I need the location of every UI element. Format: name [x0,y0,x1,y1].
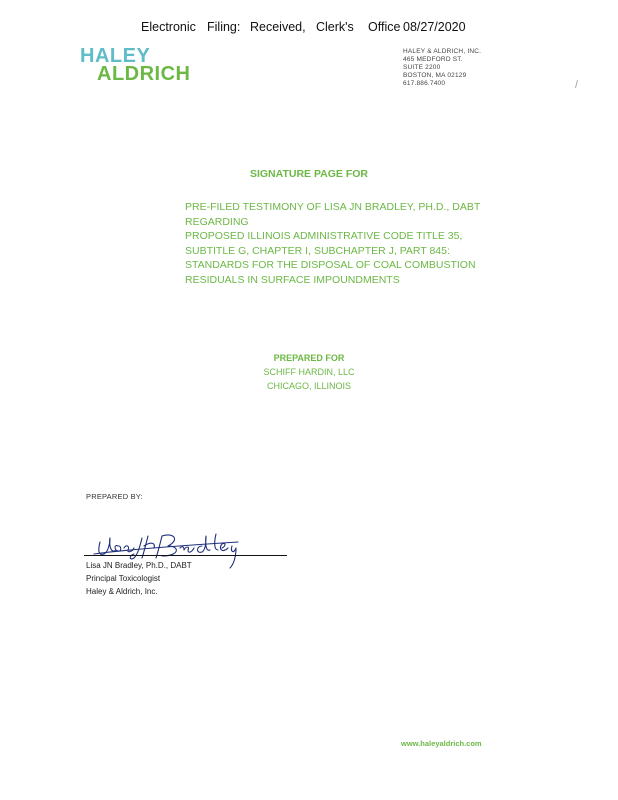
company-logo [80,46,210,86]
client-name: SCHIFF HARDIN, LLC [263,367,355,377]
filing-word-received: Received, [250,20,306,34]
address-line: BOSTON, MA 02129 [403,72,467,79]
filing-word-office: Office [368,20,401,34]
address-line: HALEY & ALDRICH, INC. [403,48,482,55]
signer-name: Lisa JN Bradley, Ph.D., DABT [86,561,192,570]
filing-word-electronic: Electronic [141,20,196,34]
logo-haley: HALEY [80,45,151,67]
prepared-for-block [0,351,618,393]
testimony-title [185,200,515,287]
logo-aldrich: ALDRICH [97,63,191,85]
testimony-line: PRE-FILED TESTIMONY OF LISA JN BRADLEY, PH.D., DABT [185,201,481,213]
signature-page-title: SIGNATURE PAGE FOR [249,168,369,180]
testimony-line: RESIDUALS IN SURFACE IMPOUNDMENTS [185,273,400,286]
testimony-line: REGARDING [185,215,249,228]
address-line: 617.886.7400 [403,80,446,87]
address-line: 465 MEDFORD ST. [403,56,463,63]
client-location: CHICAGO, ILLINOIS [266,381,352,391]
prepared-for-heading: PREPARED FOR [273,353,345,363]
filing-date: 08/27/2020 [403,20,466,34]
testimony-line: PROPOSED ILLINOIS ADMINISTRATIVE CODE TITLE 35, [185,230,463,242]
company-address [403,48,523,88]
prepared-by-heading: PREPARED BY: [86,492,143,501]
margin-mark [575,80,578,88]
address-line: SUITE 2200 [403,64,441,71]
signer-title: Principal Toxicologist [86,574,161,583]
filing-word-filing: Filing: [207,20,241,34]
website-link[interactable]: www.haleyaldrich.com [401,739,482,748]
testimony-line: STANDARDS FOR THE DISPOSAL OF COAL COMBUSTION [185,259,476,271]
signer-block [86,559,192,598]
signature-line [84,555,287,556]
signer-company: Haley & Aldrich, Inc. [86,587,158,596]
testimony-line: SUBTITLE G, CHAPTER I, SUBCHAPTER J, PART 845: [185,244,450,257]
filing-word-clerks: Clerk's [316,20,354,34]
filing-stamp [0,20,618,38]
